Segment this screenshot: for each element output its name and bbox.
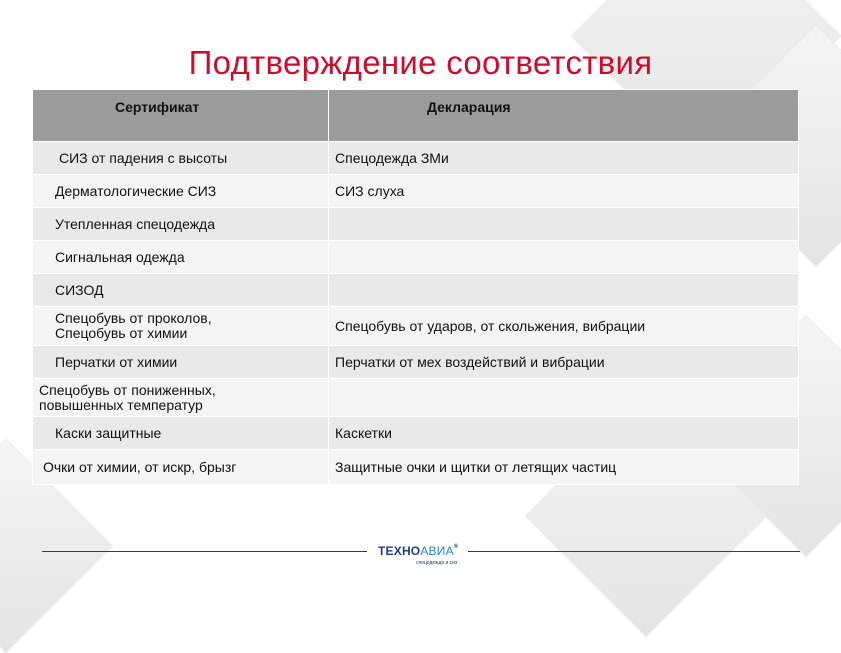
- header-certificate: Сертификат: [33, 90, 329, 142]
- declaration-cell: Спецобувь от ударов, от скольжения, вибрации: [329, 307, 799, 346]
- certificate-cell: Очки от химии, от искр, брызг: [33, 450, 329, 485]
- table-header-row: [33, 90, 799, 142]
- certificate-cell: СИЗОД: [33, 274, 329, 307]
- logo-accent-text: АВИА: [420, 544, 454, 558]
- logo-main-text: ТЕХНО: [378, 544, 421, 558]
- logo-subtitle: спецодежда и сиз: [416, 560, 458, 566]
- declaration-cell: Перчатки от мех воздействий и вибрации: [329, 346, 799, 379]
- footer-line-right: [468, 551, 800, 552]
- certificate-cell: Сигнальная одежда: [33, 241, 329, 274]
- header-declaration: Декларация: [329, 90, 799, 142]
- certificate-cell: Спецобувь от проколов, Спецобувь от химии: [33, 307, 329, 346]
- table-row: [33, 175, 799, 208]
- declaration-cell: [329, 241, 799, 274]
- company-logo: [378, 540, 468, 570]
- logo-mark: ®: [453, 544, 459, 550]
- conformity-table: [32, 89, 799, 485]
- declaration-cell: Каскетки: [329, 417, 799, 450]
- table-row: [33, 142, 799, 175]
- declaration-cell: [329, 379, 799, 417]
- footer-line-left: [42, 551, 367, 552]
- page-title: Подтверждение соответствия: [188, 44, 653, 81]
- table-row: [33, 417, 799, 450]
- certificate-cell: СИЗ от падения с высоты: [33, 142, 329, 175]
- declaration-cell: Защитные очки и щитки от летящих частиц: [329, 450, 799, 485]
- certificate-cell: Утепленная спецодежда: [33, 208, 329, 241]
- certificate-cell: Спецобувь от пониженных, повышенных температур: [33, 379, 329, 417]
- table-row: [33, 307, 799, 346]
- table-row: [33, 450, 799, 485]
- declaration-cell: [329, 208, 799, 241]
- table-row: [33, 346, 799, 379]
- table-row: [33, 274, 799, 307]
- declaration-cell: СИЗ слуха: [329, 175, 799, 208]
- declaration-cell: [329, 274, 799, 307]
- declaration-cell: Спецодежда ЗМи: [329, 142, 799, 175]
- certificate-cell: Каски защитные: [33, 417, 329, 450]
- table-row: [33, 208, 799, 241]
- certificate-cell: Дерматологические СИЗ: [33, 175, 329, 208]
- table-row: [33, 379, 799, 417]
- certificate-cell: Перчатки от химии: [33, 346, 329, 379]
- table-row: [33, 241, 799, 274]
